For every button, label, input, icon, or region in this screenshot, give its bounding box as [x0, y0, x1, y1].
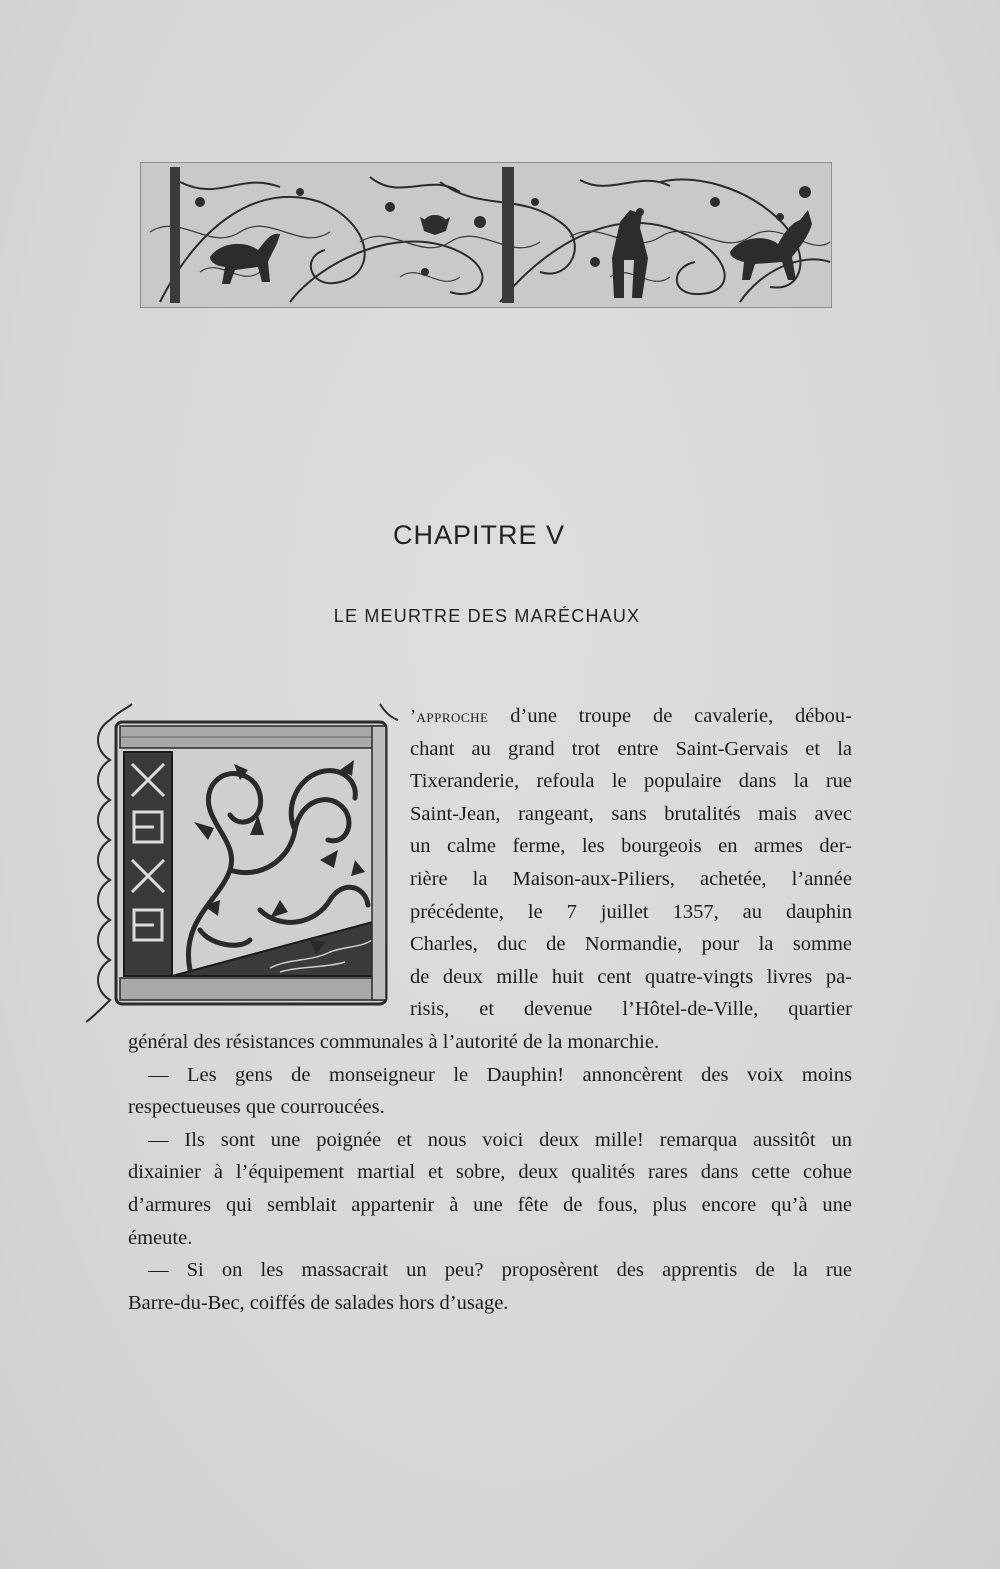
text-line-18: — Si on les massacrait un peu? proposèrent des apprentis de la rue — [148, 1259, 852, 1282]
lead-smallcaps: ’approche — [410, 706, 489, 726]
text-line-14: — Ils sont une poignée et nous voici deux mille! remarqua aussitôt un — [148, 1128, 852, 1151]
text-line-16: d’armures qui semblait appartenir à une fête de fous, plus encore qu’à une — [128, 1193, 852, 1216]
text-line-15: dixainier à l’équipement martial et sobre, deux qualités rares dans cette cohue — [128, 1161, 852, 1184]
text-line-11: général des résistances communales à l’autorité de la monarchie. — [128, 1030, 660, 1053]
chapter-text — [128, 700, 852, 1319]
text-line-8: Charles, duc de Normandie, pour la somme — [410, 933, 852, 956]
ornamental-header-engraving — [140, 162, 832, 308]
text-line-9: de deux mille huit cent quatre-vingts livres pa- — [410, 965, 852, 988]
text-line-7: précédente, le 7 juillet 1357, au dauphin — [410, 900, 852, 923]
text-line-2: chant au grand trot entre Saint-Gervais et la — [410, 737, 852, 760]
text-line-4: Saint-Jean, rangeant, sans brutalités mais avec — [410, 802, 852, 825]
text-line-13: respectueuses que courroucées. — [128, 1096, 385, 1119]
text-line-5: un calme ferme, les bourgeois en armes der- — [410, 835, 852, 858]
text-line-1: ’approche d’une troupe de cavalerie, débou- — [410, 705, 852, 727]
text-line-10: risis, et devenue l’Hôtel-de-Ville, quartier — [410, 998, 852, 1021]
text-line-17: émeute. — [128, 1226, 193, 1249]
chapter-title: CHAPITRE V — [392, 520, 566, 550]
text-line-12: — Les gens de monseigneur le Dauphin! annoncèrent des voix moins — [148, 1063, 852, 1086]
text-line-6: rière la Maison-aux-Piliers, achetée, l’année — [410, 867, 852, 890]
chapter-subtitle: LE MEURTRE DES MARÉCHAUX — [333, 606, 641, 626]
text-line-19: Barre-du-Bec, coiffés de salades hors d’usage. — [128, 1291, 509, 1314]
text-line-3: Tixeranderie, refoula le populaire dans la rue — [410, 770, 852, 793]
